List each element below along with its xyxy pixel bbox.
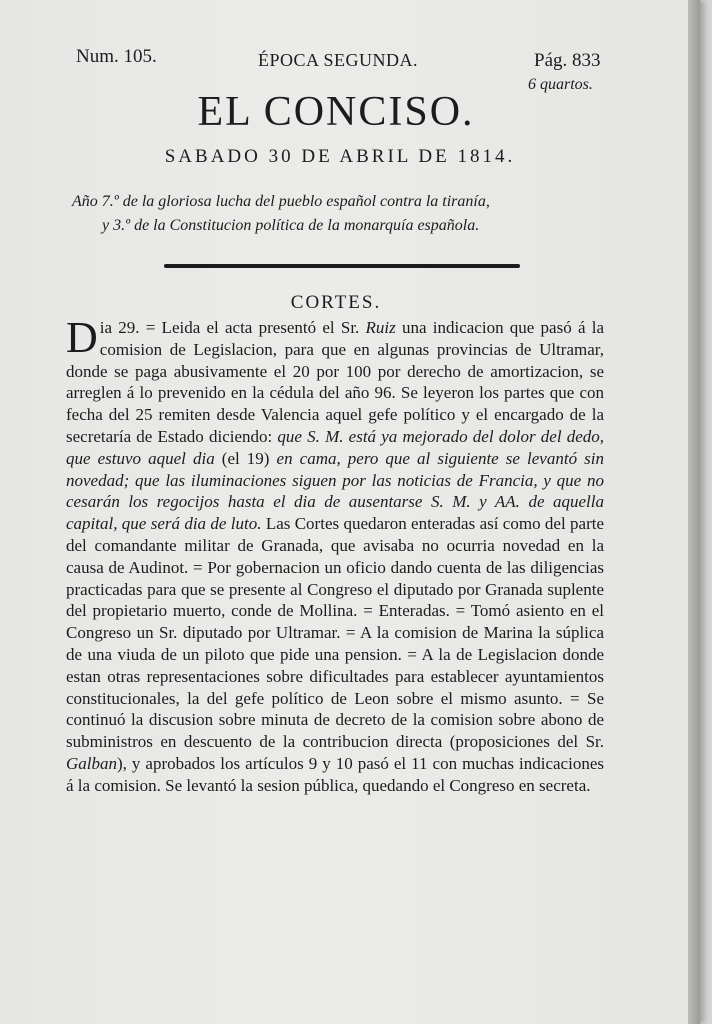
- article-text-4: Las Cortes quedaron enteradas así como del parte del comandante militar de Granada, que avisaba no ocurria novedad en la causa de Audinot. = Por gobernacion un oficio dando cuenta de las diligencias practicadas para que se presente al Congreso el diputado por Granada suplente del propietario muerto, conde de Mollina. = Enteradas. = Tomó asiento en el Congreso un Sr. diputado por Ultramar. = A la comision de Marina la súplica de una viuda de un piloto que pide una pension. = A la de Legislacion donde estan otras representaciones sobre dificultades para establecer ayuntamientos constitucionales, la del gefe político de Leon sobre el mismo asunto. = Se continuó la discusion sobre minuta de decreto de la comision sobre abono de subministros en descuento de la contribucion directa (proposiciones del Sr.: [66, 514, 604, 752]
- quote-part-2: en cama, pero que al siguiente se levantó sin novedad; que las iluminaciones siguen por las noticias de Francia, y que no cesarán los regocijos hasta el dia de ausentarse S. M. y AA. de aquella capital, que será dia de luto.: [66, 448, 604, 534]
- motto-line-2: y 3.º de la Constitucion política de la monarquía española.: [102, 217, 480, 234]
- page-edge-shadow: [688, 0, 700, 1024]
- article-text-1: ia 29. = Leida el acta presentó el Sr.: [99, 318, 366, 337]
- name-ruiz: Ruiz: [365, 318, 396, 337]
- issue-date: SABADO 30 DE ABRIL DE 1814.: [164, 146, 516, 167]
- masthead-title: EL CONCISO.: [197, 89, 475, 135]
- article-body: [66, 313, 605, 797]
- article-text-2: una indicacion que pasó á la comision de Legislacion, para que en algunas provincias de Ultramar, donde se paga abusivamente el 20 por 100 por derecho de amortizacion, se arreglen á lo prevenido en la cédula del año 96. Se leyeron los partes que con fecha del 25 remiten desde Valencia aquel gefe político y el encargado de la secretaría de Estado diciendo:: [66, 318, 604, 446]
- section-heading: CORTES.: [290, 292, 382, 313]
- quote-part-1: que S. M. está ya mejorado del dolor del dedo, que estuvo aquel dia: [66, 426, 605, 468]
- motto-line-1: Año 7.º de la gloriosa lucha del pueblo español contra la tiranía,: [72, 193, 490, 210]
- article-text-5: ), y aprobados los artículos 9 y 10 pasó el 11 con muchas indicaciones á la comision. Se levantó la sesion pública, quedando el Congreso en secreta.: [66, 753, 604, 795]
- issue-number: Num. 105.: [76, 46, 157, 67]
- epoch-label: ÉPOCA SEGUNDA.: [258, 50, 419, 70]
- motto: [72, 190, 612, 238]
- page-number: Pág. 833: [534, 50, 601, 71]
- divider-rule: [164, 264, 520, 268]
- article-text-3: (el 19): [214, 448, 277, 468]
- name-galban: Galban: [66, 753, 117, 773]
- drop-cap: D: [66, 313, 98, 362]
- price-label: 6 quartos.: [528, 76, 593, 93]
